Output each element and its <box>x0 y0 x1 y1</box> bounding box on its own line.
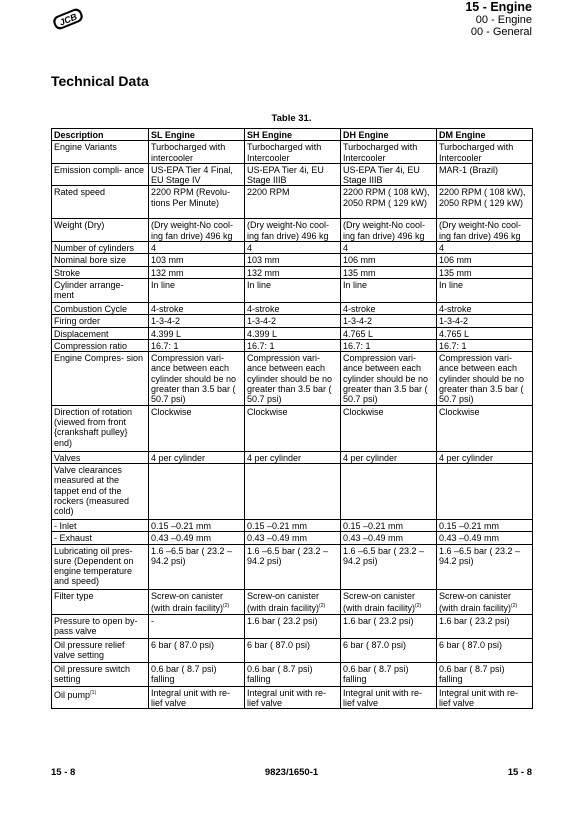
value-cell <box>341 219 437 242</box>
value-cell <box>437 686 533 709</box>
row-label-cell <box>52 463 149 519</box>
table-row <box>52 339 533 351</box>
value-cell <box>149 339 245 351</box>
footnote-marker: (2) <box>511 602 518 609</box>
value-cell <box>245 519 341 531</box>
row-label-cell <box>52 544 149 589</box>
cell-value: 135 mm <box>343 267 376 278</box>
cell-value: Compression vari- ance between each cylinder should be no greater than 3.5 bar ( 50.7 psi) <box>439 353 525 405</box>
cell-value: 2200 RPM <box>247 187 290 198</box>
value-cell <box>149 141 245 164</box>
value-cell <box>245 544 341 589</box>
column-header: DM Engine <box>437 129 533 141</box>
value-cell <box>149 219 245 242</box>
value-cell <box>149 451 245 463</box>
value-cell <box>149 463 245 519</box>
cell-value: Screw-on canister (with drain facility) <box>439 590 512 613</box>
row-label-cell <box>52 519 149 531</box>
column-header: Description <box>52 129 149 141</box>
row-label: Firing order <box>54 316 101 327</box>
table-header-row <box>52 129 533 141</box>
cell-value: 4 <box>439 243 445 254</box>
logo-text: JCB <box>57 11 79 28</box>
value-cell <box>149 302 245 314</box>
cell-value: 1-3-4-2 <box>439 316 469 327</box>
cell-value: 6 bar ( 87.0 psi) <box>343 639 407 650</box>
table-row <box>52 405 533 451</box>
value-cell <box>437 662 533 686</box>
value-cell <box>341 242 437 254</box>
cell-value: 0.43 –0.49 mm <box>151 533 212 544</box>
value-cell <box>245 614 341 638</box>
value-cell <box>437 219 533 242</box>
value-cell <box>245 532 341 544</box>
row-label-cell <box>52 327 149 339</box>
value-cell <box>245 242 341 254</box>
row-label-cell <box>52 163 149 186</box>
cell-value: Screw-on canister (with drain facility) <box>343 590 416 613</box>
value-cell <box>341 638 437 662</box>
row-label-cell <box>52 662 149 686</box>
cell-value: 16.7: 1 <box>151 340 179 351</box>
value-cell <box>437 405 533 451</box>
table-body <box>52 141 533 709</box>
row-label-cell <box>52 405 149 451</box>
row-label-cell <box>52 242 149 254</box>
value-cell <box>341 302 437 314</box>
value-cell <box>341 532 437 544</box>
row-label-cell <box>52 614 149 638</box>
cell-value: Turbocharged with Intercooler <box>343 142 418 163</box>
table-row <box>52 266 533 278</box>
row-label: Emission compli- ance <box>54 164 145 175</box>
row-label: Engine Compres- sion <box>54 353 144 364</box>
row-label: Combustion Cycle <box>54 303 128 314</box>
value-cell <box>341 254 437 266</box>
table-row <box>52 451 533 463</box>
row-label: Valve clearances measured at the tappet end of the rockers (measured cold) <box>54 464 130 517</box>
cell-value: 0.6 bar ( 8.7 psi) falling <box>439 663 505 684</box>
value-cell <box>245 278 341 302</box>
value-cell <box>437 254 533 266</box>
value-cell <box>245 163 341 186</box>
cell-value: 0.15 –0.21 mm <box>151 520 212 531</box>
row-label: Engine Variants <box>54 142 117 153</box>
cell-value: (Dry weight-No cool- ing fan drive) 496 kg <box>343 220 426 241</box>
value-cell <box>245 315 341 327</box>
value-cell <box>341 405 437 451</box>
value-cell <box>341 589 437 614</box>
value-cell <box>149 614 245 638</box>
cell-value: 0.43 –0.49 mm <box>247 533 308 544</box>
cell-value: 4.399 L <box>247 328 278 339</box>
value-cell <box>245 463 341 519</box>
value-cell <box>437 278 533 302</box>
cell-value: 1.6 bar ( 23.2 psi) <box>247 615 318 626</box>
cell-value: Compression vari- ance between each cylinder should be no greater than 3.5 bar ( 50.7 psi) <box>247 353 333 405</box>
cell-value: 4-stroke <box>247 303 280 314</box>
cell-value: MAR-1 (Brazil) <box>439 164 499 175</box>
cell-value: 4-stroke <box>151 303 184 314</box>
value-cell <box>245 141 341 164</box>
table-row <box>52 302 533 314</box>
cell-value: 1.6 –6.5 bar ( 23.2 – 94.2 psi) <box>151 545 233 566</box>
value-cell <box>245 638 341 662</box>
row-label-cell <box>52 266 149 278</box>
table-row <box>52 686 533 709</box>
value-cell <box>245 266 341 278</box>
row-label-cell <box>52 315 149 327</box>
cell-value: 106 mm <box>439 255 472 266</box>
value-cell <box>149 405 245 451</box>
row-label: Number of cylinders <box>54 243 135 254</box>
cell-value: Integral unit with re- lief valve <box>151 687 231 708</box>
table-caption: Table 31. <box>271 113 312 124</box>
value-cell <box>149 352 245 405</box>
value-cell <box>341 544 437 589</box>
row-label: Oil pressure switch setting <box>54 663 131 684</box>
cell-value: In line <box>151 279 176 290</box>
table-row <box>52 242 533 254</box>
value-cell <box>437 614 533 638</box>
cell-value: 4-stroke <box>343 303 376 314</box>
value-cell <box>341 163 437 186</box>
value-cell <box>245 186 341 219</box>
cell-value: 1.6 bar ( 23.2 psi) <box>343 615 414 626</box>
cell-value: 0.43 –0.49 mm <box>439 533 500 544</box>
row-label-cell <box>52 278 149 302</box>
row-label-cell <box>52 686 149 709</box>
row-label-cell <box>52 254 149 266</box>
cell-value: (Dry weight-No cool- ing fan drive) 496 kg <box>247 220 330 241</box>
value-cell <box>245 686 341 709</box>
cell-value: (Dry weight-No cool- ing fan drive) 496 kg <box>151 220 234 241</box>
row-label: Oil pressure relief valve setting <box>54 639 125 660</box>
row-label: Rated speed <box>54 187 106 198</box>
table-row <box>52 532 533 544</box>
cell-value: Screw-on canister (with drain facility) <box>247 590 320 613</box>
value-cell <box>245 254 341 266</box>
cell-value: 103 mm <box>247 255 280 266</box>
cell-value: 0.15 –0.21 mm <box>439 520 500 531</box>
value-cell <box>149 589 245 614</box>
value-cell <box>437 532 533 544</box>
row-label: Stroke <box>54 267 81 278</box>
table-row <box>52 662 533 686</box>
cell-value: Integral unit with re- lief valve <box>439 687 519 708</box>
row-label-cell <box>52 219 149 242</box>
value-cell <box>245 339 341 351</box>
cell-value: Clockwise <box>247 406 288 417</box>
cell-value: 0.43 –0.49 mm <box>343 533 404 544</box>
cell-value: Turbocharged with Intercooler <box>247 142 322 163</box>
jcb-logo <box>51 8 85 30</box>
value-cell <box>245 219 341 242</box>
chapter-title: 15 - Engine <box>465 0 532 14</box>
value-cell <box>437 589 533 614</box>
table-row <box>52 519 533 531</box>
value-cell <box>245 589 341 614</box>
cell-value: 0.6 bar ( 8.7 psi) falling <box>343 663 409 684</box>
cell-value: 6 bar ( 87.0 psi) <box>247 639 311 650</box>
cell-value: 1.6 –6.5 bar ( 23.2 – 94.2 psi) <box>247 545 329 566</box>
value-cell <box>437 327 533 339</box>
value-cell <box>341 662 437 686</box>
table-row <box>52 141 533 164</box>
cell-value: 16.7: 1 <box>439 340 467 351</box>
cell-value: 4 <box>247 243 253 254</box>
cell-value: Screw-on canister (with drain facility) <box>151 590 224 613</box>
row-label: Compression ratio <box>54 340 128 351</box>
section-title-header: 00 - Engine <box>475 14 532 26</box>
cell-value: 4 per cylinder <box>151 452 206 463</box>
cell-value: (Dry weight-No cool- ing fan drive) 496 kg <box>439 220 522 241</box>
cell-value: 4 per cylinder <box>439 452 494 463</box>
value-cell <box>341 339 437 351</box>
cell-value: 4 <box>343 243 349 254</box>
row-label-cell <box>52 638 149 662</box>
cell-value: Clockwise <box>439 406 480 417</box>
table-row <box>52 352 533 405</box>
value-cell <box>149 532 245 544</box>
row-label-cell <box>52 141 149 164</box>
cell-value: 4.765 L <box>439 328 470 339</box>
cell-value: 132 mm <box>247 267 280 278</box>
value-cell <box>149 266 245 278</box>
row-label: Pressure to open by-pass valve <box>54 615 138 636</box>
row-label: Valves <box>54 452 81 463</box>
value-cell <box>341 614 437 638</box>
cell-value: 1.6 bar ( 23.2 psi) <box>439 615 510 626</box>
page-footer <box>51 767 532 779</box>
cell-value: Integral unit with re- lief valve <box>343 687 423 708</box>
value-cell <box>437 638 533 662</box>
cell-value: Clockwise <box>151 406 192 417</box>
row-label: Nominal bore size <box>54 255 127 266</box>
value-cell <box>149 254 245 266</box>
page-title: Technical Data <box>51 73 149 89</box>
value-cell <box>437 141 533 164</box>
cell-value: US-EPA Tier 4i, EU Stage IIIB <box>343 164 420 186</box>
cell-value: 132 mm <box>151 267 184 278</box>
value-cell <box>341 266 437 278</box>
value-cell <box>245 327 341 339</box>
value-cell <box>245 302 341 314</box>
footer-page-left: 15 - 8 <box>51 767 76 778</box>
value-cell <box>341 278 437 302</box>
row-label: Lubricating oil pres- sure (Dependent on engine temperature and speed) <box>54 545 134 587</box>
row-label-cell <box>52 302 149 314</box>
value-cell <box>149 662 245 686</box>
footnote-marker: (2) <box>415 602 422 609</box>
value-cell <box>437 339 533 351</box>
value-cell <box>341 327 437 339</box>
value-cell <box>149 163 245 186</box>
table-row <box>52 315 533 327</box>
cell-value: 103 mm <box>151 255 184 266</box>
value-cell <box>437 315 533 327</box>
value-cell <box>437 302 533 314</box>
cell-value: In line <box>439 279 464 290</box>
footer-page-right: 15 - 8 <box>507 767 532 778</box>
cell-value: 4.399 L <box>151 328 182 339</box>
value-cell <box>149 327 245 339</box>
value-cell <box>437 352 533 405</box>
cell-value: Turbocharged with Intercooler <box>439 142 514 163</box>
page-header <box>465 0 532 38</box>
cell-value: 1-3-4-2 <box>343 316 373 327</box>
row-label-cell <box>52 532 149 544</box>
footnote-marker: (2) <box>319 602 326 609</box>
value-cell <box>149 315 245 327</box>
table-row <box>52 589 533 614</box>
row-label: - Exhaust <box>54 533 93 544</box>
footer-doc-number: 9823/1650-1 <box>264 767 319 778</box>
column-header: SH Engine <box>245 129 341 141</box>
table-row <box>52 463 533 519</box>
footnote-marker: (2) <box>223 602 230 609</box>
table-row <box>52 186 533 219</box>
cell-value: US-EPA Tier 4 Final, EU Stage IV <box>151 164 233 186</box>
value-cell <box>437 186 533 219</box>
cell-value: In line <box>247 279 272 290</box>
table-row <box>52 327 533 339</box>
value-cell <box>149 686 245 709</box>
cell-value: 4.765 L <box>343 328 374 339</box>
cell-value: 2200 RPM (Revolu- tions Per Minute) <box>151 187 231 208</box>
row-label: - Inlet <box>54 520 77 531</box>
row-label: Cylinder arrange- ment <box>54 279 124 301</box>
cell-value: 6 bar ( 87.0 psi) <box>151 639 215 650</box>
cell-value: 0.15 –0.21 mm <box>247 520 308 531</box>
value-cell <box>341 463 437 519</box>
row-label: Oil pump <box>54 689 91 700</box>
cell-value: Turbocharged with intercooler <box>151 142 226 163</box>
value-cell <box>437 163 533 186</box>
value-cell <box>149 519 245 531</box>
cell-value: Compression vari- ance between each cylinder should be no greater than 3.5 bar ( 50.7 psi) <box>151 353 237 405</box>
value-cell <box>245 451 341 463</box>
cell-value: 6 bar ( 87.0 psi) <box>439 639 503 650</box>
value-cell <box>149 186 245 219</box>
cell-value: 135 mm <box>439 267 472 278</box>
table-row <box>52 544 533 589</box>
footnote-marker: (1) <box>90 689 97 696</box>
value-cell <box>245 352 341 405</box>
cell-value: 1.6 –6.5 bar ( 23.2 – 94.2 psi) <box>343 545 425 566</box>
value-cell <box>341 352 437 405</box>
table-row <box>52 163 533 186</box>
cell-value: 4 per cylinder <box>247 452 302 463</box>
row-label: Filter type <box>54 590 94 601</box>
row-label: Direction of rotation (viewed from front {crankshaft pulley} end) <box>54 406 133 448</box>
value-cell <box>437 544 533 589</box>
row-label-cell <box>52 339 149 351</box>
cell-value: 16.7: 1 <box>247 340 275 351</box>
cell-value: 0.6 bar ( 8.7 psi) falling <box>247 663 313 684</box>
value-cell <box>341 686 437 709</box>
table-row <box>52 278 533 302</box>
value-cell <box>341 451 437 463</box>
cell-value: 0.15 –0.21 mm <box>343 520 404 531</box>
cell-value: 4 <box>151 243 157 254</box>
row-label: Weight (Dry) <box>54 220 105 231</box>
cell-value: 1.6 –6.5 bar ( 23.2 – 94.2 psi) <box>439 545 521 566</box>
value-cell <box>437 242 533 254</box>
cell-value: 0.6 bar ( 8.7 psi) falling <box>151 663 217 684</box>
value-cell <box>437 266 533 278</box>
cell-value: Clockwise <box>343 406 384 417</box>
row-label-cell <box>52 186 149 219</box>
cell-value: - <box>151 615 154 626</box>
value-cell <box>245 662 341 686</box>
cell-value: 4-stroke <box>439 303 472 314</box>
technical-data-table <box>51 128 533 709</box>
cell-value: Integral unit with re- lief valve <box>247 687 327 708</box>
cell-value: 16.7: 1 <box>343 340 371 351</box>
cell-value: 106 mm <box>343 255 376 266</box>
table-row <box>52 614 533 638</box>
value-cell <box>149 638 245 662</box>
table-row <box>52 638 533 662</box>
value-cell <box>437 463 533 519</box>
column-header: SL Engine <box>149 129 245 141</box>
value-cell <box>341 315 437 327</box>
cell-value: US-EPA Tier 4i, EU Stage IIIB <box>247 164 324 186</box>
cell-value: In line <box>343 279 368 290</box>
cell-value: 2200 RPM ( 108 kW), 2050 RPM ( 129 kW) <box>439 187 526 208</box>
value-cell <box>149 278 245 302</box>
cell-value: 4 per cylinder <box>343 452 398 463</box>
cell-value: 2200 RPM ( 108 kW), 2050 RPM ( 129 kW) <box>343 187 430 208</box>
cell-value: 1-3-4-2 <box>151 316 181 327</box>
value-cell <box>149 544 245 589</box>
value-cell <box>341 186 437 219</box>
cell-value: 1-3-4-2 <box>247 316 277 327</box>
row-label-cell <box>52 352 149 405</box>
cell-value: Compression vari- ance between each cylinder should be no greater than 3.5 bar ( 50.7 psi) <box>343 353 429 405</box>
subsection-title-header: 00 - General <box>470 26 532 38</box>
value-cell <box>437 451 533 463</box>
value-cell <box>437 519 533 531</box>
value-cell <box>245 405 341 451</box>
row-label-cell <box>52 451 149 463</box>
value-cell <box>149 242 245 254</box>
row-label: Displacement <box>54 328 109 339</box>
value-cell <box>341 141 437 164</box>
table-row <box>52 254 533 266</box>
value-cell <box>341 519 437 531</box>
row-label-cell <box>52 589 149 614</box>
column-header: DH Engine <box>341 129 437 141</box>
table-row <box>52 219 533 242</box>
